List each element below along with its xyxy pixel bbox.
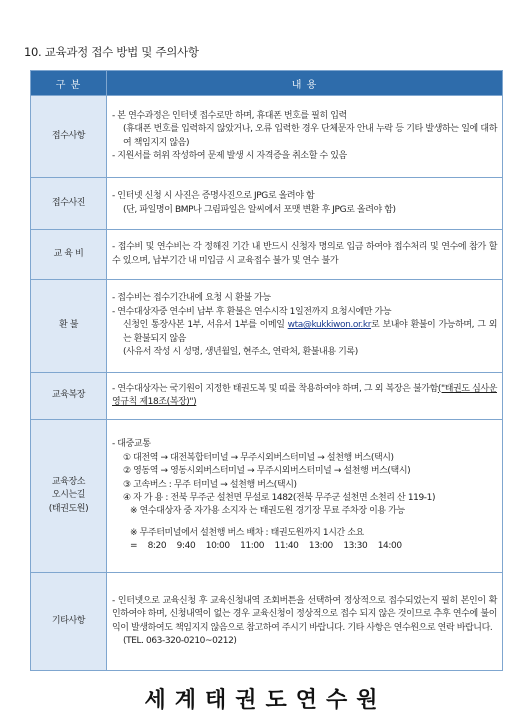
row-dress: [31, 373, 503, 420]
refund-line-1: - 접수비는 접수기간내에 요청 시 환불 가능: [112, 293, 271, 304]
bus-times: = 8:20 9:40 10:00 11:00 11:40 13:00 13:30 14:00: [130, 541, 402, 552]
row-fee: [31, 230, 503, 280]
section-title: 10. 교육과정 접수 방법 및 주의사항: [24, 45, 199, 59]
fee-line-1: - 접수비 및 연수비는 각 정해진 기간 내 반드시 신청자 명의로 입금 하여야 접수처리 및 연수에 참가 할 수 있으며, 납부기간 내 미입금 시 교육접수 불가 및 연수 불가: [112, 242, 497, 266]
refund-line-4: (사유서 작성 시 성명, 생년월일, 현주소, 연락처, 환불내용 기록): [123, 347, 358, 358]
bus-note: ※ 무주터미널에서 설천행 버스 배차 : 태권도원까지 1시간 소요: [130, 527, 364, 538]
parking-note: ※ 연수대상자 중 자가용 소지자 는 태권도원 경기장 무료 주차장 이용 가능: [130, 506, 405, 517]
row-reception: [31, 96, 503, 178]
directions-spacer: [112, 519, 497, 527]
other-line-2: (TEL. 063-320-0210~0212): [123, 635, 237, 646]
refund-line-3-pre: 신청인 통장사본 1부, 서유서 1부를 이메일: [123, 320, 288, 331]
route-2: ② 영동역 → 영동시외버스터미널 → 무주시외버스터미널 → 설천행 버스(택시): [123, 466, 411, 477]
directions-heading: - 대중교통: [112, 439, 151, 450]
refund-line-3-post: 로 보내야 환불이 가능하며, 그 외는 환불되지 않음: [123, 320, 497, 344]
content-directions: [107, 420, 503, 573]
content-refund: [107, 280, 503, 373]
photo-line-1: - 인터넷 신청 시 사진은 증명사진으로 JPG로 올려야 함: [112, 191, 315, 202]
label-reception: 접수사항: [31, 96, 107, 178]
label-dress: 교육복장: [31, 373, 107, 420]
refund-email-link[interactable]: wta@kukkiwon.or.kr: [287, 320, 372, 331]
footer-title: 세계태권도연수원: [144, 687, 387, 713]
content-other: [107, 573, 503, 671]
content-dress: [107, 373, 503, 420]
refund-line-3: [112, 319, 497, 346]
label-directions-line-2: 오시는길: [51, 490, 86, 501]
content-fee: [107, 230, 503, 280]
label-other: 기타사항: [31, 573, 107, 671]
label-photo: 접수사진: [31, 178, 107, 230]
photo-line-2: (단, 파일명이 BMP나 그림파일은 알씨에서 포맷 변환 후 JPG로 올려야 함): [123, 204, 396, 215]
other-line-1: - 인터넷으로 교육신청 후 교육신청내역 조회버튼을 선택하여 정상적으로 접수되었는지 필히 본인이 확인하여야 하며, 신청내역이 없는 경우 교육신청이 정상적으로 접수 되지 않은 것이므로 추후 연수에 불이익이 발생하여도 책임지지 않음으로 참고하여 주시기 바랍니다. 기타 사항은 연수원으로 연락 바랍니다.: [112, 595, 497, 633]
reception-line-1: - 본 연수과정은 인터넷 접수로만 하며, 휴대폰 번호를 필히 입력: [112, 110, 347, 121]
row-photo: [31, 178, 503, 230]
label-directions: [31, 420, 107, 573]
row-directions: [31, 420, 503, 573]
dress-line: [112, 383, 497, 410]
reception-line-3: - 지원서를 허위 작성하여 문제 발생 시 자격증을 취소할 수 있음: [112, 150, 347, 161]
row-other: [31, 573, 503, 671]
row-refund: [31, 280, 503, 373]
refund-line-2: - 연수대상자중 연수비 납부 후 환불은 연수시작 1일전까지 요청시에만 가능: [112, 306, 392, 317]
reception-line-2: (휴대폰 번호를 입력하지 않았거나, 오류 입력한 경우 단체문자 안내 누락 등 기타 발생하는 일에 대하여 책임지지 않음): [123, 124, 497, 148]
dress-line-pre: - 연수대상자는 국기원이 지정한 태권도복 및 띠를 착용하여야 하며, 그 외 복장은 불가함: [112, 383, 438, 394]
route-3: ③ 고속버스 : 무주 터미널 → 설천행 버스(택시): [123, 479, 297, 490]
label-refund: 환 불: [31, 280, 107, 373]
header-content: 내 용: [107, 71, 503, 96]
content-photo: [107, 178, 503, 230]
route-4: ④ 자 가 용 : 전북 무주군 설천면 무설로 1482(전북 무주군 설천면 소천리 산 119-1): [123, 493, 436, 503]
table-header-row: [31, 71, 503, 96]
label-directions-line-1: 교육장소: [51, 476, 86, 487]
dress-rule-reference: ("태권도 심사운영규칙 제18조(복장)"): [112, 383, 497, 407]
procedure-table: [30, 70, 503, 671]
content-reception: [107, 96, 503, 178]
label-fee: 교 육 비: [31, 230, 107, 280]
header-category: 구 분: [31, 71, 107, 96]
route-1: ① 대전역 → 대전복합터미널 → 무주시외버스터미널 → 설천행 버스(택시): [123, 452, 394, 463]
label-directions-line-3: (태권도원): [48, 503, 89, 514]
